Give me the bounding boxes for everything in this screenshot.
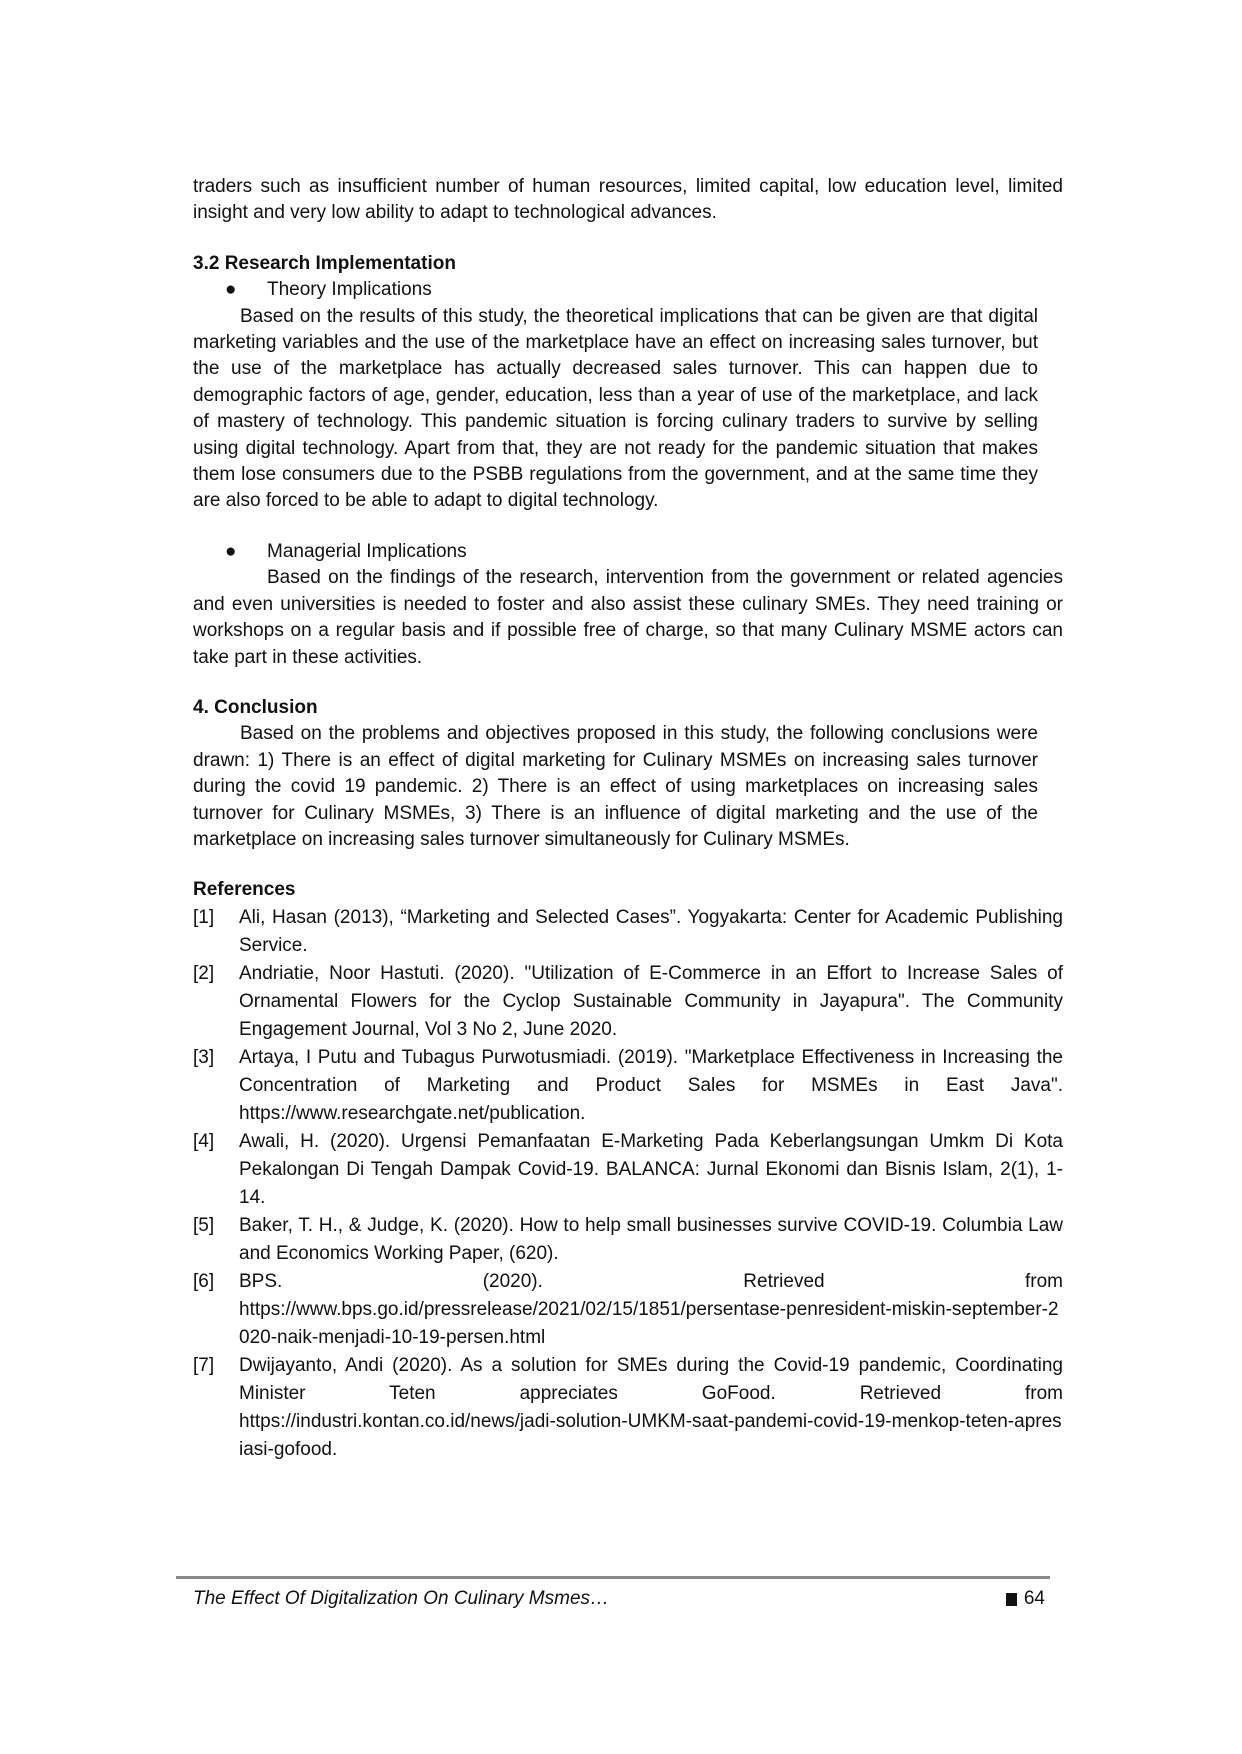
page-footer: [193, 1588, 1045, 1610]
reference-number: [6]: [193, 1270, 215, 1292]
bullet-managerial-implications: [193, 539, 1063, 565]
page-number-block: [1006, 1588, 1045, 1610]
managerial-paragraph: Based on the findings of the research, intervention from the government or related agencies and even universities is needed to foster and also assist these culinary SMEs. They need training or workshops on a regular basis and if possible free of charge, so that many Culinary MSME actors can take part in these activities.: [193, 567, 1063, 668]
reference-text-line: BPS. (2020). Retrieved from: [239, 1270, 1063, 1292]
section-heading-references: References: [193, 879, 296, 901]
bullet-label: Theory Implications: [267, 279, 432, 301]
reference-number: [5]: [193, 1214, 215, 1236]
reference-number: [7]: [193, 1354, 215, 1376]
reference-item: [193, 904, 1063, 960]
reference-item: [193, 1268, 1063, 1352]
bullet-icon: ●: [225, 279, 237, 301]
running-title: The Effect Of Digitalization On Culinary Msmes…: [193, 1588, 610, 1609]
reference-number: [2]: [193, 962, 215, 984]
reference-text: [239, 1352, 1063, 1464]
reference-number: [4]: [193, 1130, 215, 1152]
reference-text: Andriatie, Noor Hastuti. (2020). "Utilization of E-Commerce in an Effort to Increase Sales of Ornamental Flowers for the Cyclop Sustainable Community in Jayapura". The Community Engagement Journal, Vol 3 No 2, June 2020.: [239, 962, 1063, 1040]
reference-text: Ali, Hasan (2013), “Marketing and Selected Cases”. Yogyakarta: Center for Academic Publishing Service.: [239, 906, 1063, 956]
reference-number: [3]: [193, 1046, 215, 1068]
section-heading-research-implementation: 3.2 Research Implementation: [193, 252, 456, 274]
bullet-icon: ●: [225, 540, 237, 562]
bullet-label: Managerial Implications: [267, 540, 467, 562]
page-number: 64: [1023, 1588, 1045, 1609]
reference-item: [193, 960, 1063, 1044]
reference-text: Baker, T. H., & Judge, K. (2020). How to help small businesses survive COVID-19. Columbia Law and Economics Working Paper, (620).: [239, 1214, 1063, 1264]
reference-item: [193, 1352, 1063, 1464]
reference-item: [193, 1128, 1063, 1212]
section-heading-conclusion: 4. Conclusion: [193, 696, 318, 718]
reference-text: Artaya, I Putu and Tubagus Purwotusmiadi. (2019). "Marketplace Effectiveness in Increasing the Concentration of Marketing and Product Sales for MSMEs in East Java". https://www.researchgate.net/publication.: [239, 1046, 1063, 1124]
reference-text: Awali, H. (2020). Urgensi Pemanfaatan E-Marketing Pada Keberlangsungan Umkm Di Kota Pekalongan Di Tengah Dampak Covid-19. BALANCA: Jurnal Ekonomi dan Bisnis Islam, 2(1), 1-14.: [239, 1130, 1063, 1208]
reference-list: [193, 904, 1063, 1464]
page-body: [193, 174, 1063, 1464]
intro-paragraph: traders such as insufficient number of human resources, limited capital, low education level, limited insight and very low ability to adapt to technological advances.: [193, 176, 1063, 224]
reference-item: [193, 1044, 1063, 1128]
square-bullet-icon: [1006, 1593, 1017, 1606]
bullet-theory-implications: [193, 277, 1063, 303]
reference-text: [239, 1268, 1063, 1352]
reference-number: [1]: [193, 906, 215, 928]
conclusion-paragraph: Based on the problems and objectives proposed in this study, the following conclusions were drawn: 1) There is an effect of digital marketing for Culinary MSMEs on increasing sales turnover during the covid 19 pandemic. 2) There is an effect of using marketplaces on increasing sales turnover for Culinary MSMEs, 3) There is an influence of digital marketing and the use of the marketplace on increasing sales turnover simultaneously for Culinary MSMEs.: [193, 723, 1038, 850]
reference-url[interactable]: https://industri.kontan.co.id/news/jadi-solution-UMKM-saat-pandemi-covid-19-menkop-teten-apresiasi-gofood.: [239, 1410, 1062, 1460]
theory-paragraph: Based on the results of this study, the theoretical implications that can be given are that digital marketing variables and the use of the marketplace have an effect on increasing sales turnover, but the use of the marketplace has actually decreased sales turnover. This can happen due to demographic factors of age, gender, education, less than a year of use of the marketplace, and lack of mastery of technology. This pandemic situation is forcing culinary traders to survive by selling using digital technology. Apart from that, they are not ready for the pandemic situation that makes them lose consumers due to the PSBB regulations from the government, and at the same time they are also forced to be able to adapt to digital technology.: [193, 305, 1038, 512]
footer-divider: [176, 1576, 1050, 1579]
reference-url[interactable]: https://www.bps.go.id/pressrelease/2021/02/15/1851/persentase-penresident-miskin-september-2020-naik-menjadi-10-19-persen.html: [239, 1298, 1059, 1348]
reference-item: [193, 1212, 1063, 1268]
reference-text-line: Dwijayanto, Andi (2020). As a solution for SMEs during the Covid-19 pandemic, Coordinating Minister Teten appreciates GoFood. Retrieved from: [239, 1354, 1063, 1404]
